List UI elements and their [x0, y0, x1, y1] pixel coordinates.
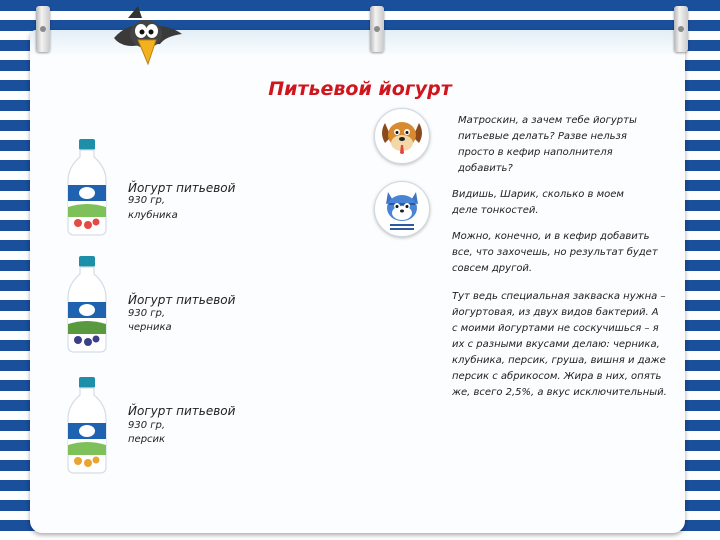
- product-name: Йогурт питьевой: [128, 181, 236, 195]
- dog-face-icon: [375, 109, 429, 163]
- product-flavor: черника: [128, 322, 172, 333]
- clothespin-icon: [674, 6, 688, 52]
- clothespin-icon: [370, 6, 384, 52]
- yogurt-bottle-peach-icon: [62, 375, 112, 475]
- hanging-cloth-panel: [30, 30, 685, 533]
- product-weight: 930 гр,: [128, 308, 166, 319]
- dialogue-matroskin-reply: Тут ведь специальная закваска нужна – йогуртовая, из двух видов бактерий. А с моими йогуртами не соскучишься – я их с разными вкусами делаю: черника, клубника, персик, груша, вишня и даже персик с абрикосом. Жира в них, опять же, всего 2,5%, а вкус исключительный.: [452, 291, 667, 398]
- product-weight: 930 гр,: [128, 420, 166, 431]
- matroskin-avatar: [374, 181, 430, 237]
- cat-face-icon: [375, 182, 429, 236]
- dialogue-sharik-question: Матроскин, а зачем тебе йогурты питьевые делать? Разве нельзя просто в кефир наполнителя добавить?: [458, 115, 637, 174]
- crow-mascot-icon: [108, 4, 186, 66]
- yogurt-bottle-strawberry-icon: [62, 137, 112, 237]
- page-title: Питьевой йогурт: [268, 78, 452, 100]
- yogurt-bottle-blueberry-icon: [62, 254, 112, 354]
- product-name: Йогурт питьевой: [128, 404, 236, 418]
- product-flavor: персик: [128, 434, 166, 445]
- product-weight: 930 гр,: [128, 195, 166, 206]
- product-name: Йогурт питьевой: [128, 293, 236, 307]
- product-flavor: клубника: [128, 210, 178, 221]
- dialogue-matroskin-reply: Можно, конечно, и в кефир добавить все, что захочешь, но результат будет совсем другой.: [452, 231, 658, 274]
- dialogue-matroskin-reply: Видишь, Шарик, сколько в моем деле тонкостей.: [452, 189, 624, 216]
- sharik-avatar: [374, 108, 430, 164]
- clothespin-icon: [36, 6, 50, 52]
